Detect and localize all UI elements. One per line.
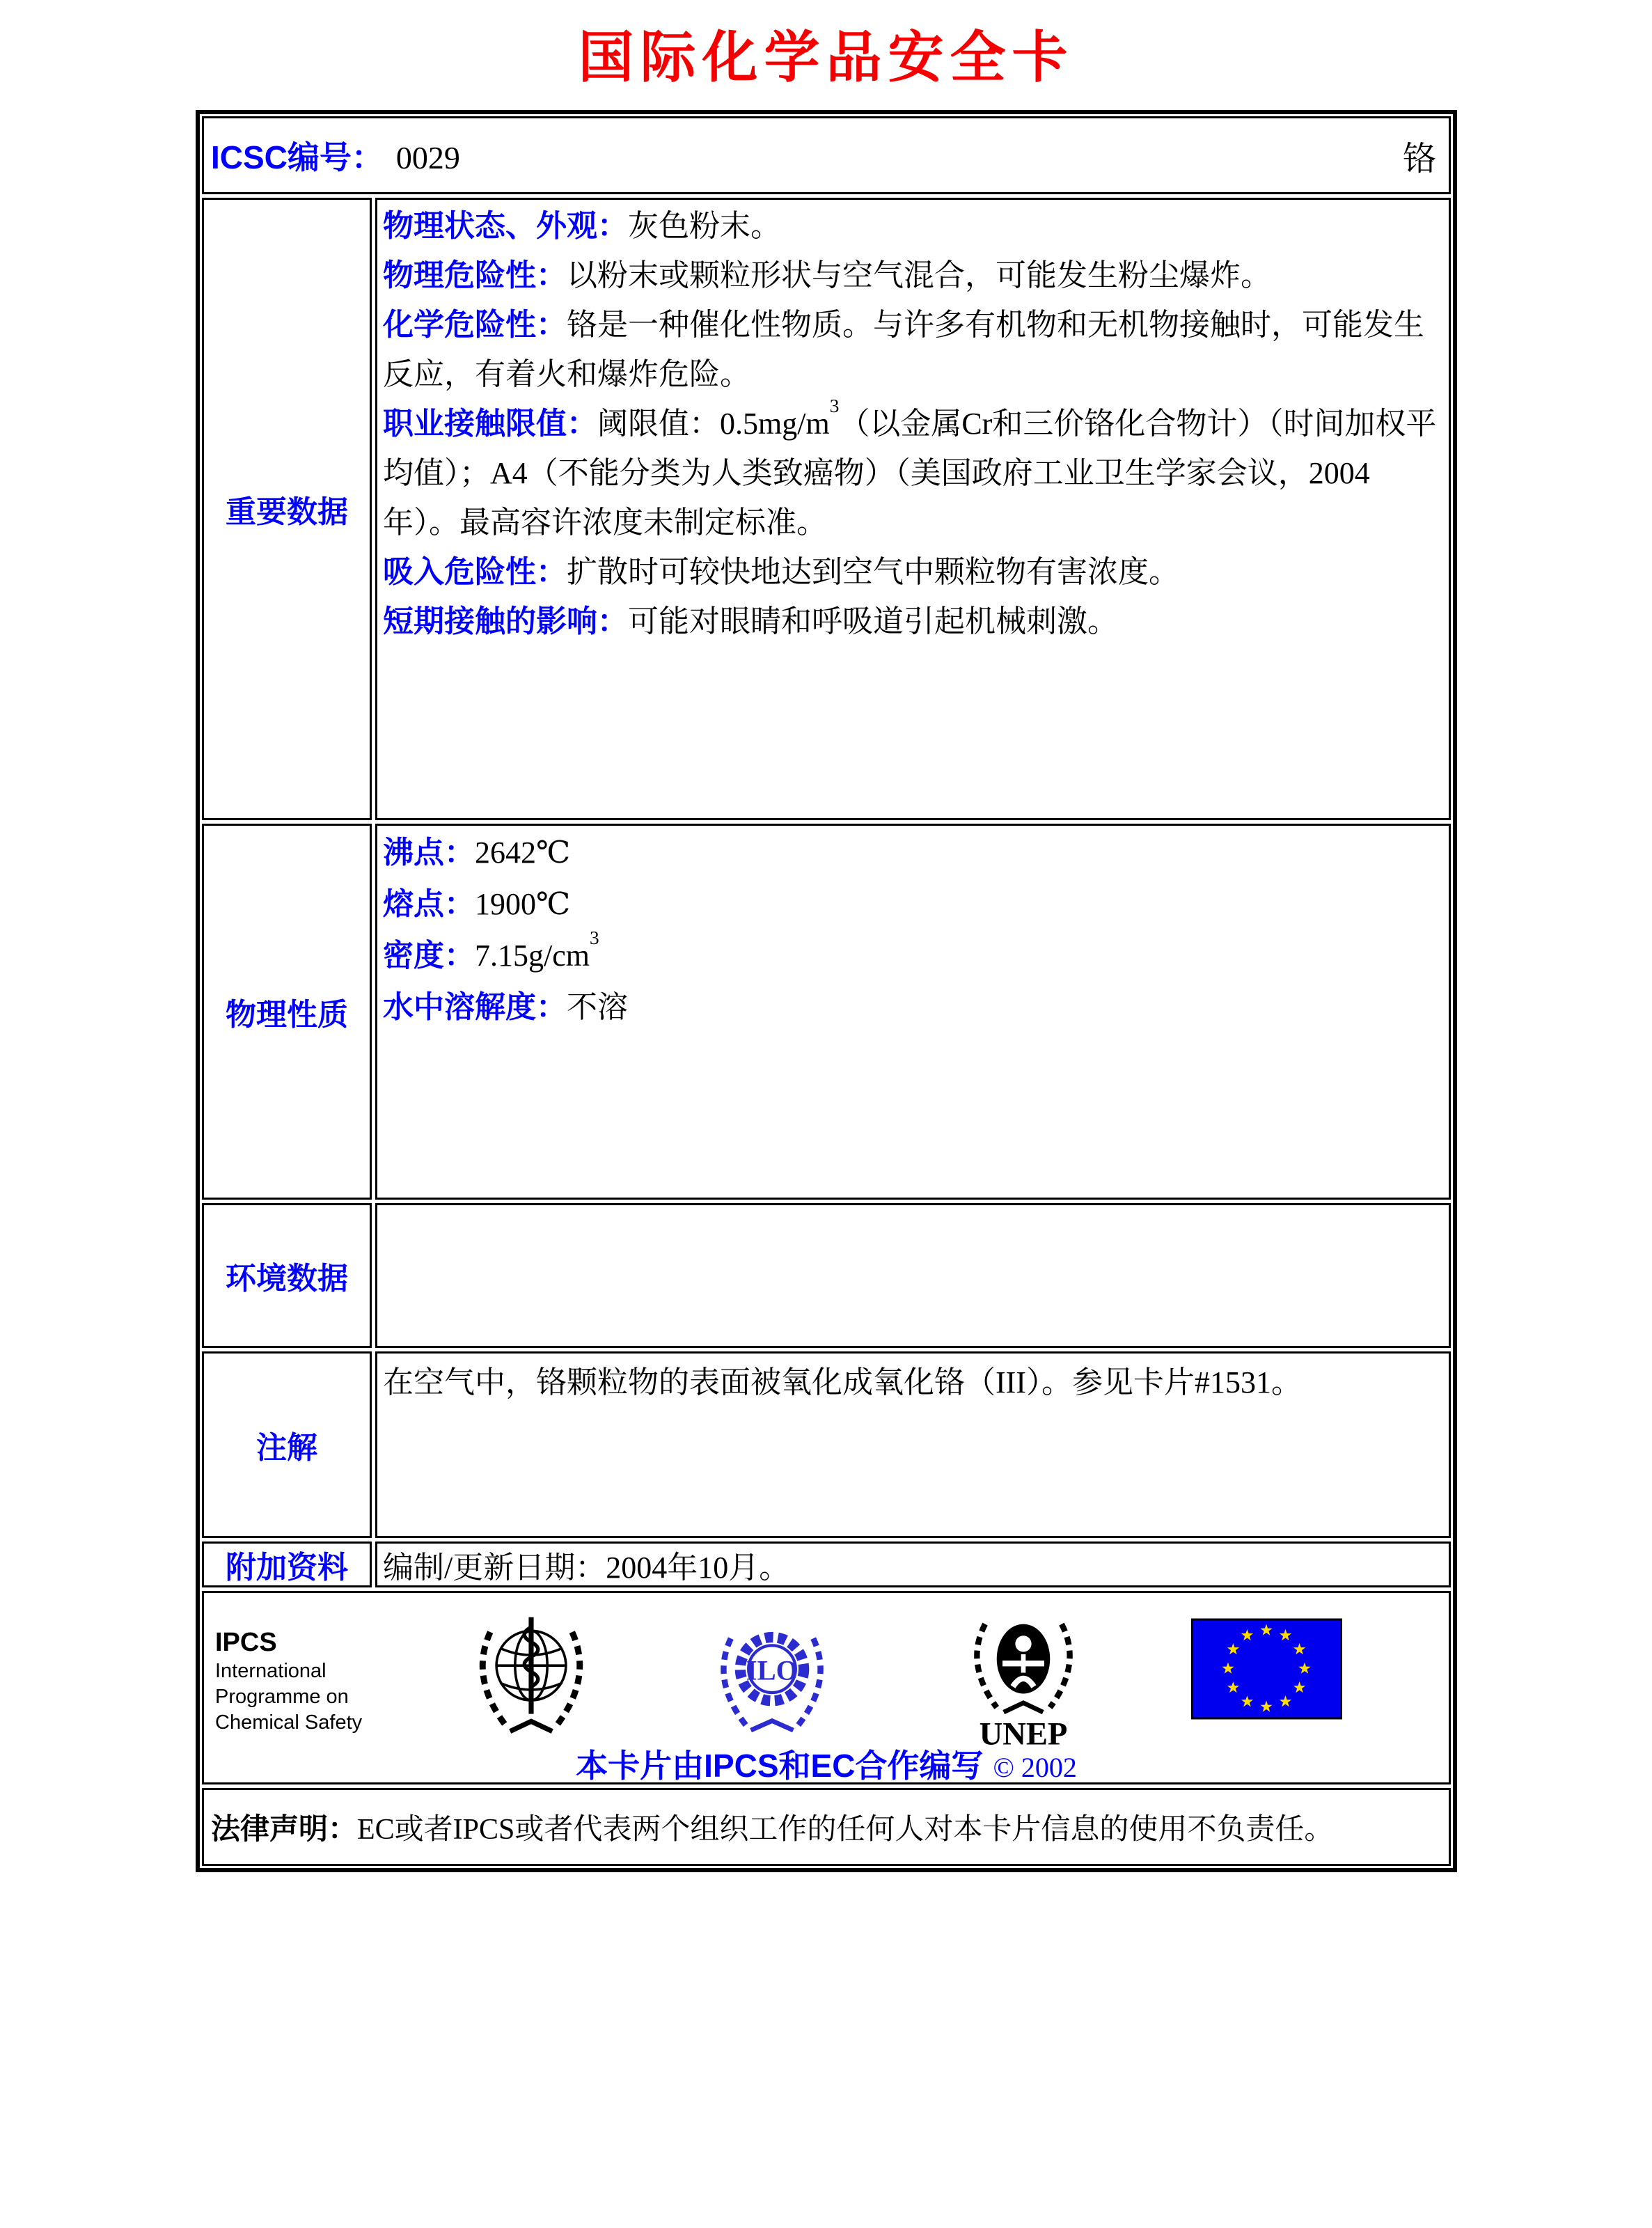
density-label: 密度： <box>383 939 475 973</box>
physical-properties-header: 物理性质 <box>226 998 348 1032</box>
icsc-number-label: ICSC编号： <box>211 139 384 175</box>
additional-info-content-cell <box>375 1541 1451 1587</box>
physical-state-label: 物理状态、外观： <box>383 209 628 243</box>
environmental-data-header: 环境数据 <box>226 1262 348 1296</box>
credit-text: 本卡片由IPCS和EC合作编写 <box>576 1748 984 1784</box>
physical-danger-paragraph <box>383 251 1439 300</box>
physical-properties-header-cell <box>202 824 372 1200</box>
density-line <box>383 927 1439 982</box>
melting-point-label: 熔点： <box>383 887 475 921</box>
occupational-limit-superscript: 3 <box>829 395 840 417</box>
melting-point-line <box>383 879 1439 930</box>
inhalation-danger-paragraph <box>383 547 1439 597</box>
physical-properties-content-cell <box>375 824 1451 1200</box>
unep-logo-icon <box>957 1606 1089 1750</box>
inhalation-danger-text: 扩散时可较快地达到空气中颗粒物有害浓度。 <box>567 555 1179 589</box>
environmental-data-content-cell <box>375 1203 1451 1348</box>
chemical-danger-text: 铬是一种催化性物质。与许多有机物和无机物接触时，可能发生反应，有着火和爆炸危险。 <box>383 308 1424 391</box>
icsc-number-cell <box>202 116 1451 194</box>
ilo-logo-text: ILO <box>746 1654 799 1686</box>
density-superscript: 3 <box>589 927 599 949</box>
legal-text: EC或者IPCS或者代表两个组织工作的任何人对本卡片信息的使用不负责任。 <box>357 1814 1334 1846</box>
melting-point-value: 1900℃ <box>475 887 571 921</box>
physical-state-paragraph <box>383 201 1439 251</box>
page-title: 国际化学品安全卡 <box>578 28 1074 89</box>
legal-label: 法律声明： <box>211 1812 358 1845</box>
ipcs-acronym: IPCS <box>215 1628 277 1657</box>
important-data-header-cell <box>202 198 372 820</box>
unep-logo-text: UNEP <box>979 1716 1068 1750</box>
notes-text: 在空气中，铬颗粒物的表面被氧化成氧化铬（III）。参见卡片#1531。 <box>383 1365 1302 1399</box>
notes-row <box>202 1351 1451 1538</box>
water-solubility-value: 不溶 <box>567 990 628 1024</box>
ipcs-line-2: Programme on <box>215 1686 349 1708</box>
icsc-number-group <box>211 132 460 178</box>
ilo-logo-icon <box>709 1613 835 1742</box>
environmental-data-header-cell <box>202 1203 372 1348</box>
copyright-text: © 2002 <box>993 1752 1077 1783</box>
inhalation-danger-label: 吸入危险性： <box>383 555 567 589</box>
environmental-data-row <box>202 1203 1451 1348</box>
eu-flag-icon <box>1191 1618 1342 1720</box>
legal-cell <box>202 1788 1451 1866</box>
chemical-name: 铬 <box>1402 140 1436 178</box>
notes-content-cell <box>375 1351 1451 1538</box>
chemical-danger-paragraph <box>383 300 1439 399</box>
short-term-effects-text: 可能对眼睛和呼吸道引起机械刺激。 <box>628 604 1118 638</box>
additional-info-row <box>202 1541 1451 1587</box>
additional-info-header: 附加资料 <box>226 1551 348 1585</box>
boiling-point-label: 沸点： <box>383 836 475 870</box>
notes-header-cell <box>202 1351 372 1538</box>
notes-header: 注解 <box>256 1431 317 1465</box>
water-solubility-label: 水中溶解度： <box>383 990 567 1024</box>
boiling-point-value: 2642℃ <box>475 836 571 870</box>
short-term-effects-paragraph <box>383 597 1439 646</box>
important-data-row <box>202 198 1451 820</box>
logos-row <box>202 1591 1451 1784</box>
occupational-limit-text-1: 阈限值：0.5mg/m <box>597 407 830 441</box>
occupational-limit-paragraph <box>383 395 1439 547</box>
ipcs-line-3: Chemical Safety <box>215 1711 363 1734</box>
logos-cell <box>202 1591 1451 1784</box>
boiling-point-line <box>383 827 1439 879</box>
credit-line <box>204 1741 1449 1784</box>
important-data-header: 重要数据 <box>226 495 348 529</box>
additional-info-text: 编制/更新日期：2004年10月。 <box>383 1551 790 1585</box>
legal-row <box>202 1788 1451 1866</box>
physical-danger-text: 以粉末或颗粒形状与空气混合，可能发生粉尘爆炸。 <box>567 258 1271 292</box>
additional-info-header-cell <box>202 1541 372 1587</box>
chemical-danger-label: 化学危险性： <box>383 308 567 342</box>
physical-state-text: 灰色粉末。 <box>628 209 781 243</box>
occupational-limit-label: 职业接触限值： <box>383 407 597 441</box>
physical-danger-label: 物理危险性： <box>383 258 567 292</box>
physical-properties-row <box>202 824 1451 1200</box>
water-solubility-line <box>383 982 1439 1033</box>
icsc-card-table <box>196 110 1457 1872</box>
ipcs-text-block <box>215 1626 362 1736</box>
icsc-number-row <box>202 116 1451 194</box>
occupational-limit-text-2: （以金属Cr和三价铬化合物计）（时间加权平均值）；A4（不能分类为人类致癌物）（美国政府工业卫生学家会议，2004年）。最高容许浓度未制定标准。 <box>383 407 1437 540</box>
important-data-content-cell <box>375 198 1451 820</box>
short-term-effects-label: 短期接触的影响： <box>383 604 628 638</box>
density-value: 7.15g/cm <box>475 939 590 973</box>
who-logo-icon <box>469 1610 594 1746</box>
icsc-number-value: 0029 <box>395 140 460 175</box>
ipcs-line-1: International <box>215 1660 327 1682</box>
